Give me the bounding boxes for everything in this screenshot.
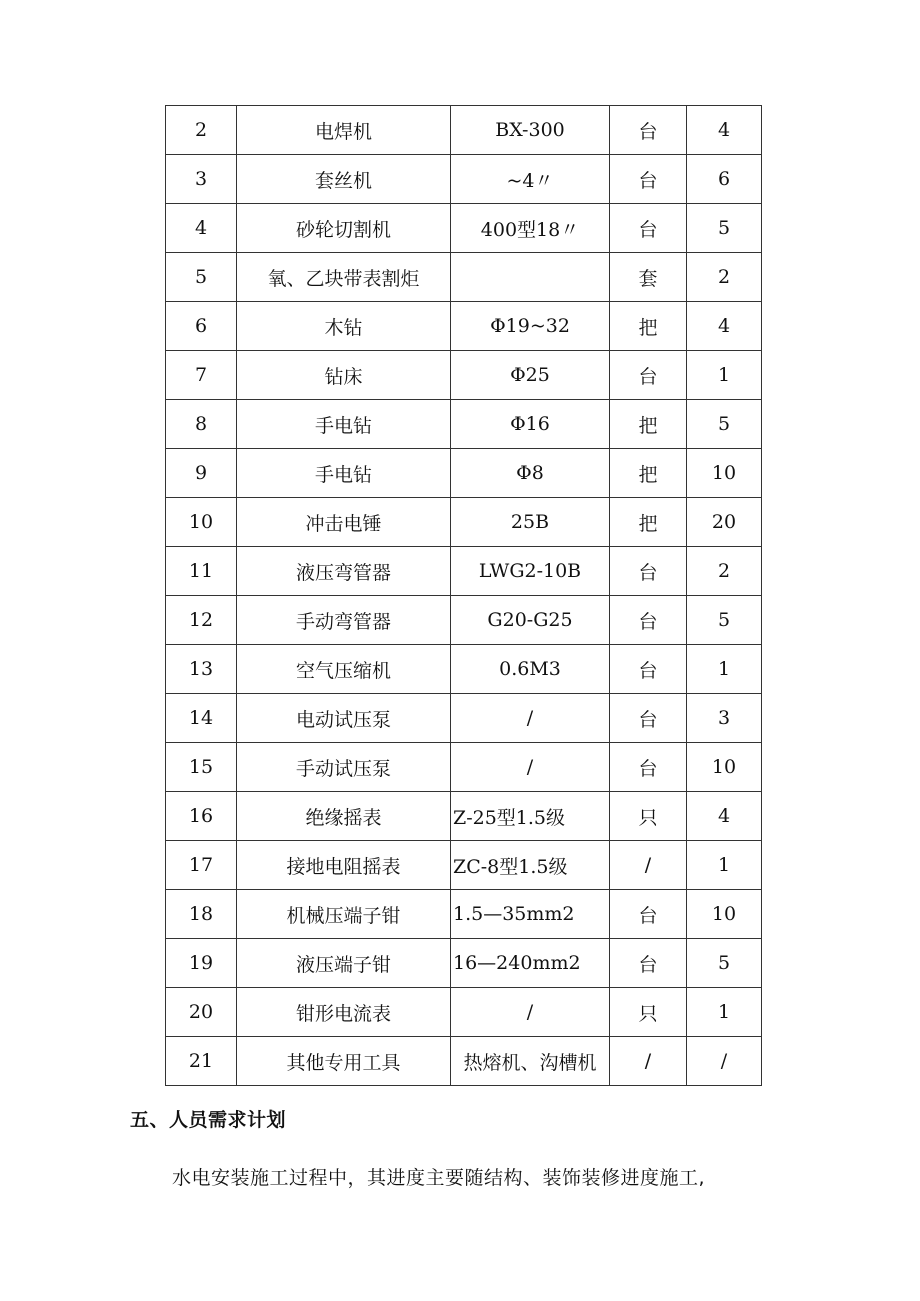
equipment-name-cell: 氧、乙块带表割炬 xyxy=(237,253,451,302)
equipment-name-cell: 钻床 xyxy=(237,351,451,400)
equipment-name-cell: 砂轮切割机 xyxy=(237,204,451,253)
quantity-cell: 3 xyxy=(687,694,762,743)
row-number-cell: 4 xyxy=(166,204,237,253)
spec-cell: ZC-8型1.5级 xyxy=(451,841,610,890)
spec-cell: / xyxy=(451,694,610,743)
quantity-cell: 6 xyxy=(687,155,762,204)
spec-cell: Φ19~32 xyxy=(451,302,610,351)
unit-cell: 把 xyxy=(610,302,687,351)
table-row xyxy=(166,400,762,449)
spec-cell: Z-25型1.5级 xyxy=(451,792,610,841)
equipment-name-cell: 空气压缩机 xyxy=(237,645,451,694)
unit-cell: 台 xyxy=(610,645,687,694)
equipment-name-cell: 绝缘摇表 xyxy=(237,792,451,841)
equipment-table-body xyxy=(166,106,762,1086)
quantity-cell: 5 xyxy=(687,400,762,449)
row-number-cell: 5 xyxy=(166,253,237,302)
quantity-cell: 2 xyxy=(687,253,762,302)
unit-cell: 只 xyxy=(610,792,687,841)
spec-cell: G20-G25 xyxy=(451,596,610,645)
row-number-cell: 12 xyxy=(166,596,237,645)
unit-cell: 台 xyxy=(610,694,687,743)
unit-cell: 台 xyxy=(610,204,687,253)
spec-cell: / xyxy=(451,743,610,792)
spec-cell: 16—240mm2 xyxy=(451,939,610,988)
row-number-cell: 13 xyxy=(166,645,237,694)
quantity-cell: 1 xyxy=(687,645,762,694)
quantity-cell: 10 xyxy=(687,743,762,792)
equipment-name-cell: 电焊机 xyxy=(237,106,451,155)
unit-cell: 台 xyxy=(610,939,687,988)
equipment-name-cell: 液压弯管器 xyxy=(237,547,451,596)
row-number-cell: 21 xyxy=(166,1037,237,1086)
unit-cell: 台 xyxy=(610,547,687,596)
unit-cell: 台 xyxy=(610,596,687,645)
equipment-name-cell: 手电钻 xyxy=(237,400,451,449)
spec-cell: Φ8 xyxy=(451,449,610,498)
spec-cell: BX-300 xyxy=(451,106,610,155)
row-number-cell: 14 xyxy=(166,694,237,743)
table-row xyxy=(166,498,762,547)
section-paragraph: 水电安装施工过程中，其进度主要随结构、装饰装修进度施工, xyxy=(172,1167,706,1189)
row-number-cell: 16 xyxy=(166,792,237,841)
unit-cell: / xyxy=(610,841,687,890)
unit-cell: 把 xyxy=(610,498,687,547)
table-row xyxy=(166,1037,762,1086)
equipment-name-cell: 套丝机 xyxy=(237,155,451,204)
spec-cell: ~4〃 xyxy=(451,155,610,204)
row-number-cell: 17 xyxy=(166,841,237,890)
quantity-cell: 4 xyxy=(687,792,762,841)
row-number-cell: 8 xyxy=(166,400,237,449)
equipment-name-cell: 接地电阻摇表 xyxy=(237,841,451,890)
table-row xyxy=(166,694,762,743)
table-row xyxy=(166,841,762,890)
quantity-cell: 20 xyxy=(687,498,762,547)
equipment-name-cell: 手动弯管器 xyxy=(237,596,451,645)
quantity-cell: / xyxy=(687,1037,762,1086)
table-row xyxy=(166,351,762,400)
equipment-name-cell: 液压端子钳 xyxy=(237,939,451,988)
row-number-cell: 19 xyxy=(166,939,237,988)
section-heading: 五、人员需求计划 xyxy=(130,1109,287,1131)
table-row xyxy=(166,547,762,596)
row-number-cell: 10 xyxy=(166,498,237,547)
unit-cell: 把 xyxy=(610,449,687,498)
spec-cell: 25B xyxy=(451,498,610,547)
equipment-name-cell: 冲击电锤 xyxy=(237,498,451,547)
equipment-name-cell: 机械压端子钳 xyxy=(237,890,451,939)
spec-cell: 0.6M3 xyxy=(451,645,610,694)
spec-cell: 1.5—35mm2 xyxy=(451,890,610,939)
row-number-cell: 6 xyxy=(166,302,237,351)
row-number-cell: 9 xyxy=(166,449,237,498)
quantity-cell: 5 xyxy=(687,939,762,988)
unit-cell: 台 xyxy=(610,106,687,155)
row-number-cell: 7 xyxy=(166,351,237,400)
unit-cell: 台 xyxy=(610,155,687,204)
table-row xyxy=(166,204,762,253)
spec-cell: / xyxy=(451,988,610,1037)
spec-cell: 热熔机、沟槽机 xyxy=(451,1037,610,1086)
unit-cell: 台 xyxy=(610,890,687,939)
spec-cell: Φ16 xyxy=(451,400,610,449)
equipment-name-cell: 手动试压泵 xyxy=(237,743,451,792)
unit-cell: 只 xyxy=(610,988,687,1037)
table-row xyxy=(166,988,762,1037)
quantity-cell: 4 xyxy=(687,302,762,351)
table-row xyxy=(166,939,762,988)
spec-cell: Φ25 xyxy=(451,351,610,400)
row-number-cell: 11 xyxy=(166,547,237,596)
equipment-table xyxy=(165,105,762,1086)
row-number-cell: 18 xyxy=(166,890,237,939)
quantity-cell: 5 xyxy=(687,204,762,253)
equipment-name-cell: 电动试压泵 xyxy=(237,694,451,743)
equipment-name-cell: 其他专用工具 xyxy=(237,1037,451,1086)
quantity-cell: 1 xyxy=(687,841,762,890)
unit-cell: / xyxy=(610,1037,687,1086)
unit-cell: 台 xyxy=(610,351,687,400)
unit-cell: 套 xyxy=(610,253,687,302)
spec-cell: LWG2-10B xyxy=(451,547,610,596)
quantity-cell: 1 xyxy=(687,988,762,1037)
table-row xyxy=(166,106,762,155)
row-number-cell: 3 xyxy=(166,155,237,204)
table-row xyxy=(166,890,762,939)
spec-cell xyxy=(451,253,610,302)
row-number-cell: 15 xyxy=(166,743,237,792)
quantity-cell: 5 xyxy=(687,596,762,645)
table-row xyxy=(166,645,762,694)
equipment-name-cell: 手电钻 xyxy=(237,449,451,498)
spec-cell: 400型18〃 xyxy=(451,204,610,253)
quantity-cell: 10 xyxy=(687,890,762,939)
table-row xyxy=(166,253,762,302)
quantity-cell: 4 xyxy=(687,106,762,155)
table-row xyxy=(166,792,762,841)
quantity-cell: 10 xyxy=(687,449,762,498)
table-row xyxy=(166,596,762,645)
quantity-cell: 2 xyxy=(687,547,762,596)
unit-cell: 台 xyxy=(610,743,687,792)
table-row xyxy=(166,743,762,792)
unit-cell: 把 xyxy=(610,400,687,449)
row-number-cell: 2 xyxy=(166,106,237,155)
equipment-name-cell: 木钻 xyxy=(237,302,451,351)
table-row xyxy=(166,155,762,204)
table-row xyxy=(166,449,762,498)
equipment-name-cell: 钳形电流表 xyxy=(237,988,451,1037)
quantity-cell: 1 xyxy=(687,351,762,400)
table-row xyxy=(166,302,762,351)
row-number-cell: 20 xyxy=(166,988,237,1037)
